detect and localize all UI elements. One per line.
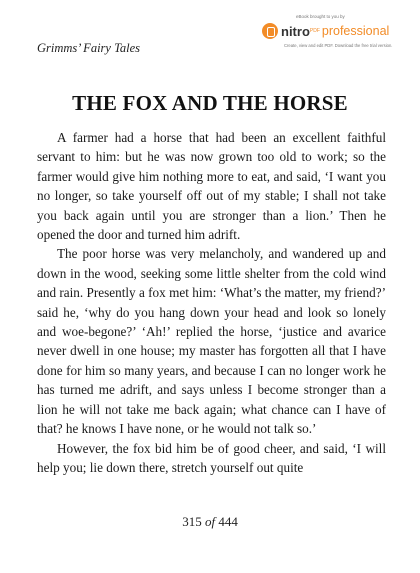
- nitro-pdf-watermark: [262, 14, 392, 54]
- current-page-number: 315: [182, 514, 202, 529]
- watermark-top-text: eBook brought to you by: [296, 14, 345, 19]
- paragraph-3: However, the fox bid him be of good cheer, and said, ‘I will help you; lie down there, stretch yourself out quite: [37, 440, 386, 475]
- nitro-logo-icon: [262, 23, 278, 39]
- paragraph-2: The poor horse was very melancholy, and wandered up and down in the wood, seeking some little shelter from the cold wind and rain. Presently a fox met him: ‘What’s the matter, my friend?’ said he, ‘why do you hang down your head and look so lonely and woe-begone?’ ‘Ah!’ replied the horse, ‘justice and avarice never dwell in one house; my master has forgotten all that I have done for him so many years, and because I can no longer work he has turned me adrift, and says unless I become stronger than a lion he will not take me back again; what chance can I have of that? he knows I have none, or he would not talk so.’: [37, 246, 386, 437]
- page-number: [0, 514, 420, 530]
- paragraph-1: A farmer had a horse that had been an excellent faithful servant to him: but he was now grown too old to work; so the farmer would give him nothing more to eat, and said, ‘I want you no longer, so take yourself off out of my stable; I shall not take you back again until you are stronger than a lion.’ Then he opened the door and turned him adrift.: [37, 130, 386, 243]
- chapter-title: THE FOX AND THE HORSE: [72, 91, 348, 115]
- watermark-bottom-text: Create, view and edit PDF. Download the free trial version.: [284, 43, 393, 48]
- watermark-logo: [262, 23, 389, 39]
- body-text: [37, 128, 386, 477]
- watermark-brand: nitro: [281, 23, 310, 39]
- watermark-brand-sup: PDF: [309, 28, 320, 34]
- watermark-product: professional: [321, 24, 390, 38]
- running-header-book-title: Grimms’ Fairy Tales: [37, 41, 141, 55]
- page-of-label: of: [204, 514, 216, 529]
- total-page-count: 444: [218, 514, 238, 529]
